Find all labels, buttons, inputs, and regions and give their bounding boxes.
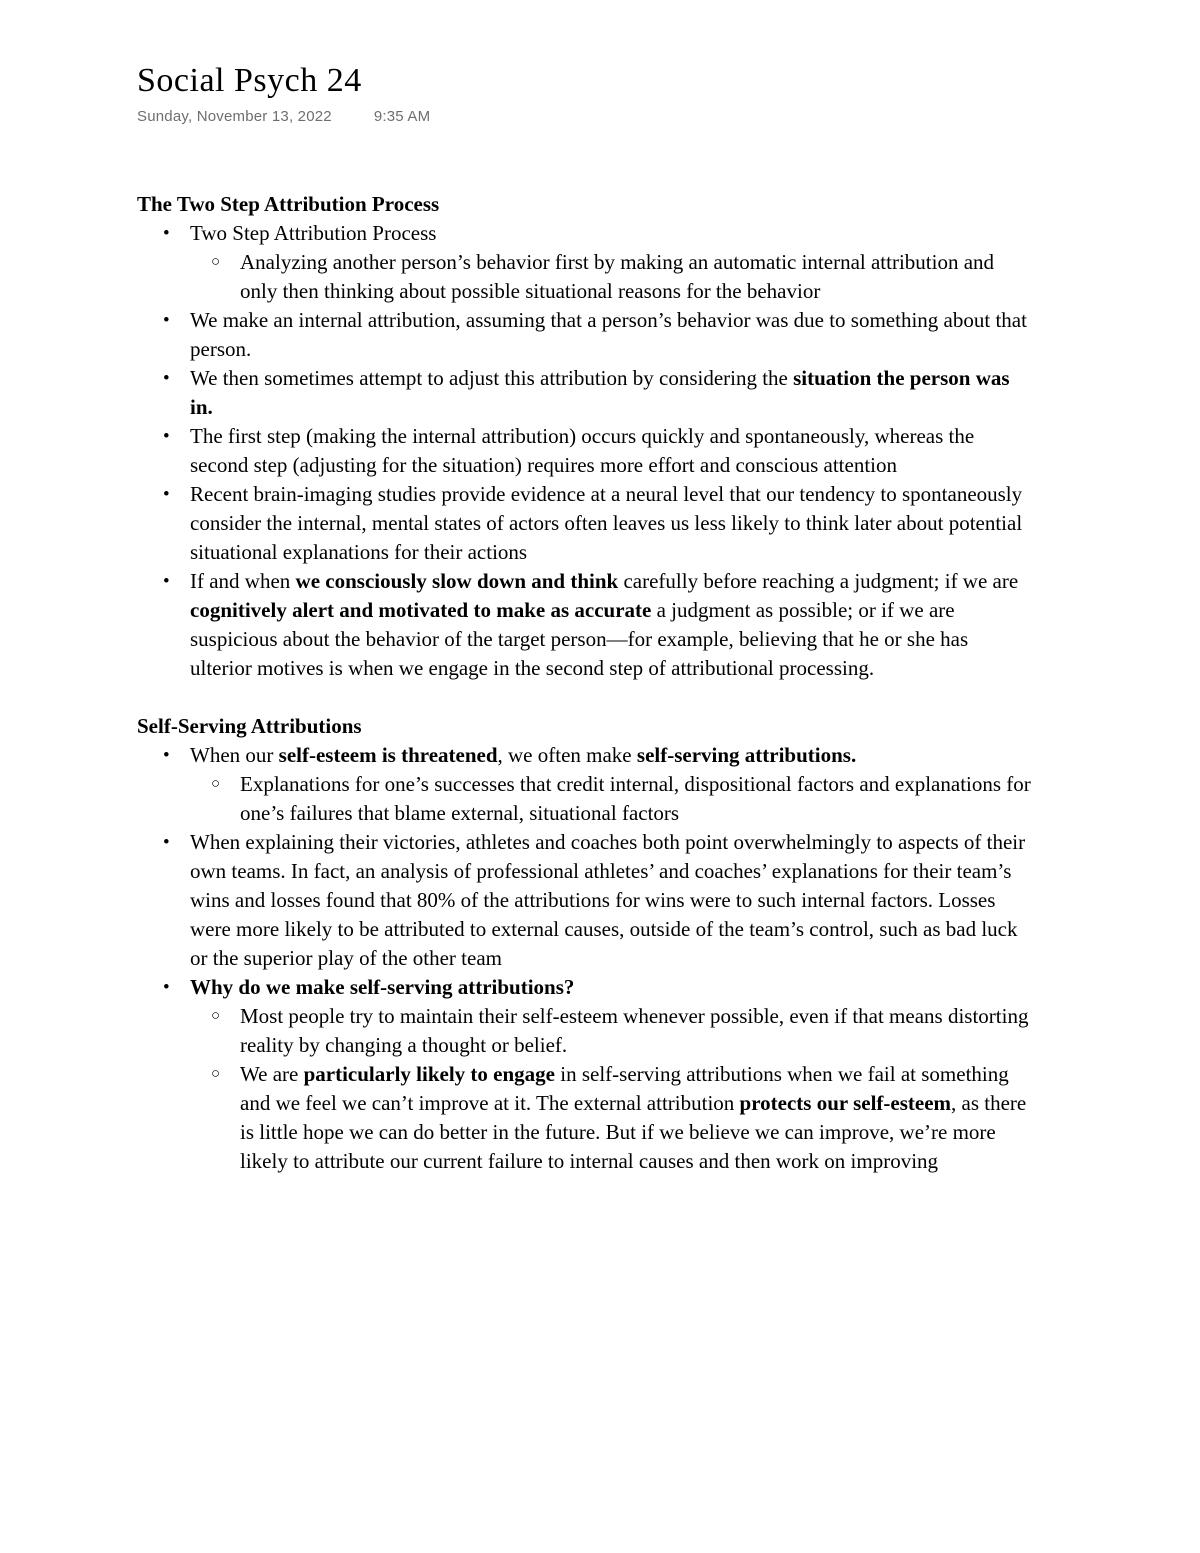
page-title: Social Psych 24	[137, 62, 362, 99]
bullet-item	[137, 219, 1067, 248]
bullet-text	[190, 973, 574, 1002]
bullet-item	[137, 567, 1067, 683]
filled-bullet-icon: •	[163, 832, 170, 853]
hollow-bullet-icon: ○	[211, 254, 221, 270]
bullet-item	[137, 741, 1067, 770]
text-run: The first step (making the internal attribution) occurs quickly and spontaneously, whereas the second step (adjusting for the situation) requires more effort and conscious attention	[190, 424, 975, 477]
page-time: 9:35 AM	[373, 108, 431, 125]
note-header	[137, 60, 1067, 126]
text-run: carefully before reaching a judgment; if we are	[618, 569, 1019, 593]
text-run: Analyzing another person’s behavior first by making an automatic internal attribution and only then thinking about possible situational reasons for the behavior	[240, 250, 995, 303]
text-run: When our	[190, 743, 279, 767]
text-run: self-serving attributions.	[636, 743, 857, 767]
text-run: protects our self-esteem	[739, 1091, 952, 1115]
note-section	[137, 712, 1067, 1176]
text-run: cognitively alert and motivated to make as accurate	[190, 598, 652, 622]
text-run: we consciously slow down and think	[295, 569, 619, 593]
text-run: , as there is little hope we can do better in the future. But if we believe we can improve, we’re more likely to attribute our current failure to internal causes and then work on improving	[240, 1091, 1027, 1173]
bullet-text	[240, 248, 1033, 306]
note-section	[137, 190, 1067, 683]
bullet-text	[190, 364, 1028, 422]
text-run: Two Step Attribution Process	[190, 221, 437, 245]
bullet-text	[190, 306, 1028, 364]
bullet-item	[137, 973, 1067, 1002]
section-heading: Self-Serving Attributions	[137, 714, 362, 738]
text-run: a judgment as possible; or if we are suspicious about the behavior of the target person—for example, believing that he or she has ulterior motives is when we engage in the second step of attributional processing.	[190, 598, 969, 680]
bullet-text	[190, 480, 1028, 567]
bullet-item	[137, 828, 1067, 973]
bullet-item	[137, 480, 1067, 567]
bullet-item	[137, 770, 1067, 828]
text-run: particularly likely to engage	[303, 1062, 555, 1086]
bullet-item	[137, 1060, 1067, 1176]
filled-bullet-icon: •	[163, 223, 170, 244]
text-run: Why do we make self-serving attributions?	[190, 975, 575, 999]
bullet-text	[190, 741, 856, 770]
bullet-text	[240, 1002, 1033, 1060]
page-date: Sunday, November 13, 2022	[137, 108, 332, 125]
bullet-item	[137, 1002, 1067, 1060]
hollow-bullet-icon: ○	[211, 1008, 221, 1024]
page-datestamp	[137, 107, 1067, 126]
bullet-text	[190, 567, 1028, 683]
bullet-text	[240, 1060, 1033, 1176]
text-run: We are	[240, 1062, 304, 1086]
filled-bullet-icon: •	[163, 571, 170, 592]
filled-bullet-icon: •	[163, 368, 170, 389]
text-run: self-esteem is threatened	[278, 743, 498, 767]
text-run: in self-serving attributions when we fail at something and we feel we can’t improve at it. The external attribution	[240, 1062, 1009, 1115]
note-body	[137, 190, 1067, 1176]
bullet-text	[190, 422, 1028, 480]
section-heading: The Two Step Attribution Process	[137, 192, 440, 216]
filled-bullet-icon: •	[163, 484, 170, 505]
bullet-item	[137, 248, 1067, 306]
text-run: Explanations for one’s successes that credit internal, dispositional factors and explanations for one’s failures that blame external, situational factors	[240, 772, 1031, 825]
bullet-item	[137, 364, 1067, 422]
text-run: , we often make	[497, 743, 637, 767]
hollow-bullet-icon: ○	[211, 1066, 221, 1082]
bullet-item	[137, 306, 1067, 364]
text-run: When explaining their victories, athletes and coaches both point overwhelmingly to aspects of their own teams. In fact, an analysis of professional athletes’ and coaches’ explanations for their team’s wins and losses found that 80% of the attributions for wins were to such internal factors. Losses were more likely to be attributed to external causes, outside of the team’s control, such as bad luck or the superior play of the other team	[190, 830, 1026, 970]
text-run: Most people try to maintain their self-esteem whenever possible, even if that means distorting reality by changing a thought or belief.	[240, 1004, 1029, 1057]
bullet-text	[190, 828, 1028, 973]
hollow-bullet-icon: ○	[211, 776, 221, 792]
filled-bullet-icon: •	[163, 426, 170, 447]
filled-bullet-icon: •	[163, 745, 170, 766]
text-run: We then sometimes attempt to adjust this attribution by considering the	[190, 366, 794, 390]
filled-bullet-icon: •	[163, 977, 170, 998]
text-run: Recent brain-imaging studies provide evidence at a neural level that our tendency to spontaneously consider the internal, mental states of actors often leaves us less likely to think later about potential situational explanations for their actions	[190, 482, 1023, 564]
bullet-item	[137, 422, 1067, 480]
bullet-text	[240, 770, 1033, 828]
text-run: We make an internal attribution, assuming that a person’s behavior was due to something about that person.	[190, 308, 1027, 361]
text-run: If and when	[190, 569, 296, 593]
text-run: situation the person was in.	[190, 366, 1010, 419]
filled-bullet-icon: •	[163, 310, 170, 331]
bullet-text	[190, 219, 436, 248]
